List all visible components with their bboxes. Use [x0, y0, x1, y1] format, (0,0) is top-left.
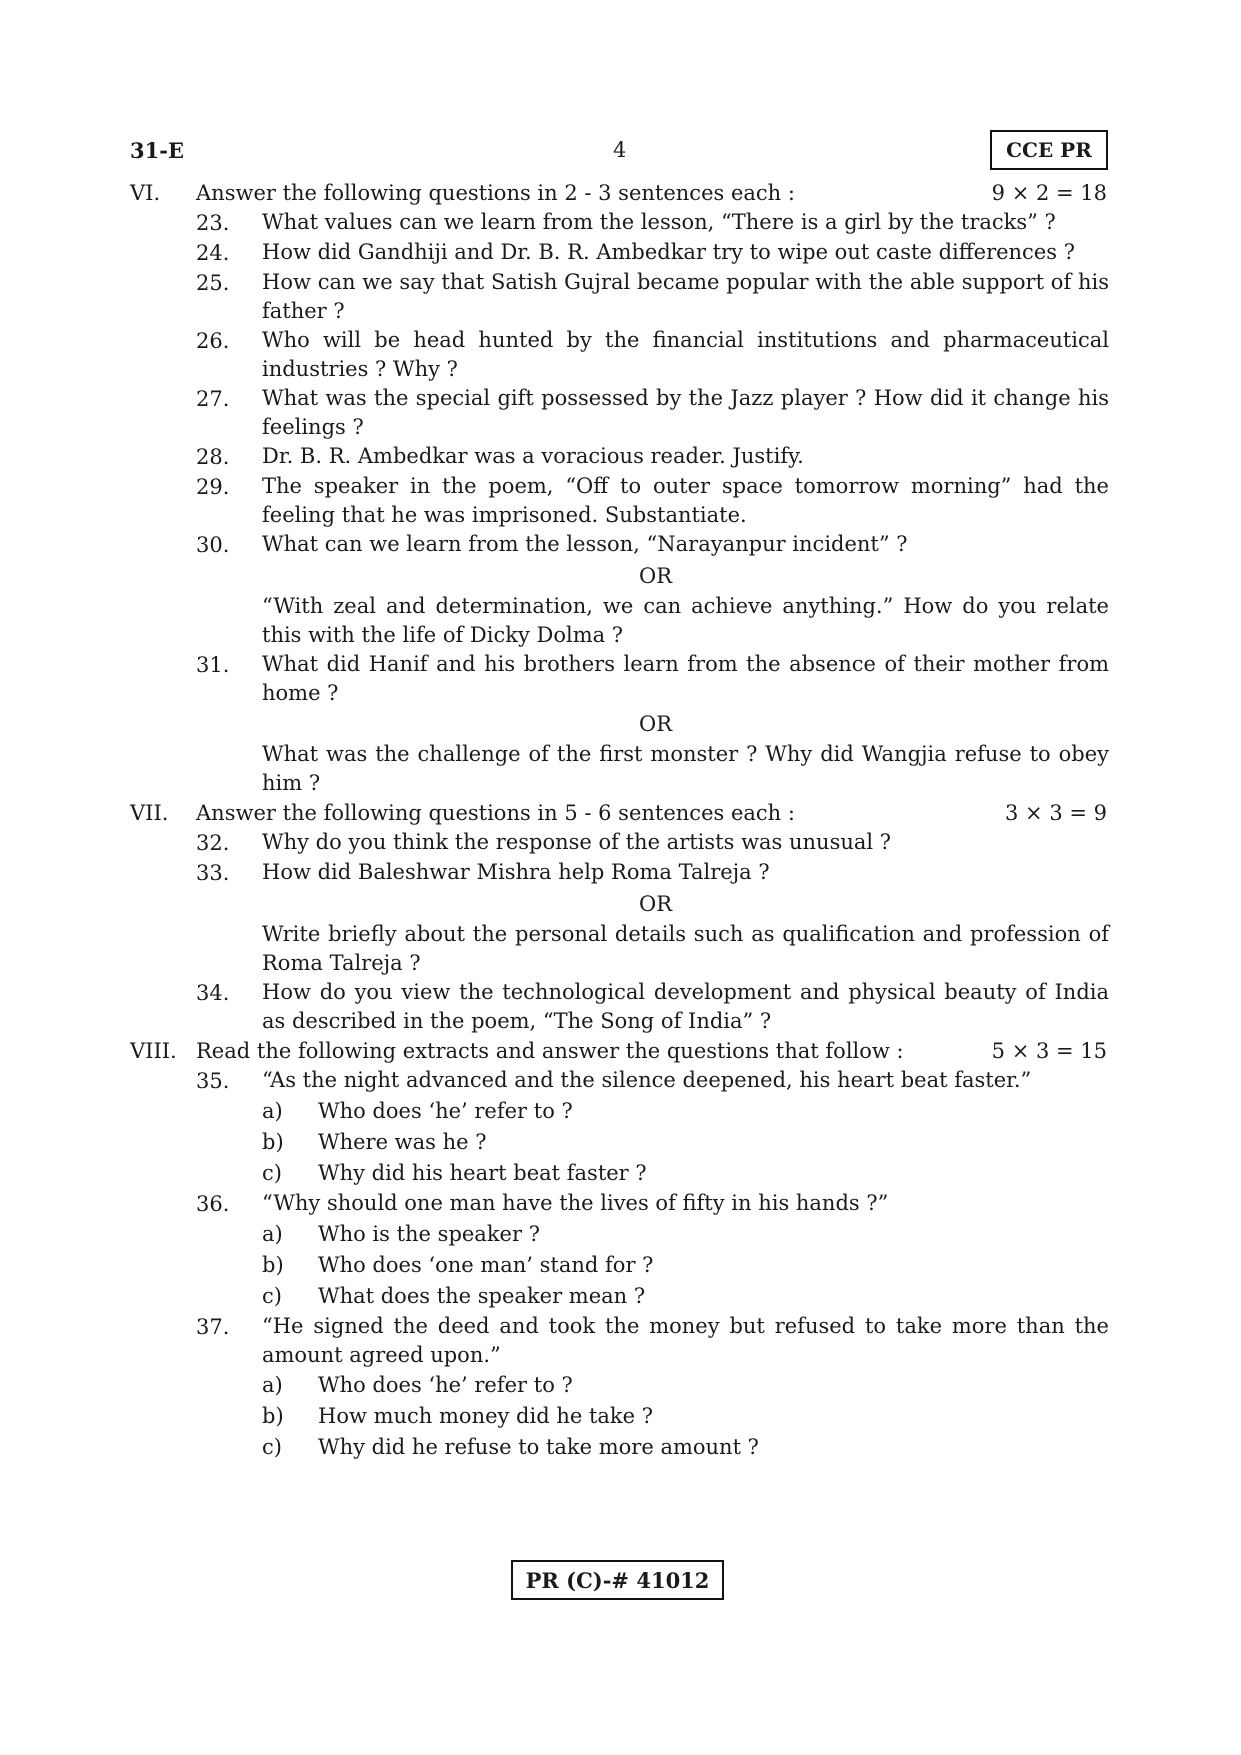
sub-question-text: Where was he ?: [318, 1130, 487, 1154]
sub-question: [0, 1250, 1241, 1281]
question-item: [0, 384, 1241, 442]
or-separator: OR: [638, 712, 673, 736]
question-number: 36.: [196, 1192, 230, 1216]
question-item: [0, 472, 1241, 530]
sub-question-text: Who is the speaker ?: [318, 1222, 540, 1246]
section-instruction: Read the following extracts and answer the questions that follow :: [196, 1039, 904, 1063]
section-header: [0, 1036, 1241, 1066]
question-item: [0, 530, 1241, 560]
question-text: What values can we learn from the lesson, “There is a girl by the tracks” ?: [262, 210, 1056, 234]
sub-question-text: Who does ‘he’ refer to ?: [318, 1099, 573, 1123]
section-instruction: Answer the following questions in 5 - 6 sentences each :: [196, 801, 795, 825]
section-marks: 9 × 2 = 18: [991, 181, 1107, 205]
question-number: 30.: [196, 533, 230, 557]
question-number: 34.: [196, 981, 230, 1005]
question-text: Why do you think the response of the artists was unusual ?: [262, 830, 892, 854]
question-item: [0, 208, 1241, 238]
sub-question-text: Why did his heart beat faster ?: [318, 1161, 647, 1185]
question-text: “Why should one man have the lives of fifty in his hands ?”: [262, 1191, 889, 1215]
question-item: [0, 1312, 1241, 1370]
question-item: [0, 268, 1241, 326]
section-number: VIII.: [130, 1039, 177, 1063]
question-item: [0, 326, 1241, 384]
question-number: 33.: [196, 861, 230, 885]
section-header: [0, 798, 1241, 828]
section-number: VII.: [130, 801, 169, 825]
question-item: [0, 650, 1241, 708]
question-item: [0, 238, 1241, 268]
sub-question: [0, 1219, 1241, 1250]
sub-question-label: c): [262, 1435, 282, 1459]
or-separator: OR: [638, 892, 673, 916]
section-number: VI.: [130, 181, 161, 205]
sub-question: [0, 1158, 1241, 1189]
question-number: 32.: [196, 831, 230, 855]
sub-question-label: a): [262, 1222, 283, 1246]
question-number: 35.: [196, 1069, 230, 1093]
sub-question-text: Who does ‘he’ refer to ?: [318, 1373, 573, 1397]
question-content: [0, 178, 1241, 1463]
question-item: [0, 442, 1241, 472]
sub-question-label: b): [262, 1404, 284, 1428]
question-number: 28.: [196, 445, 230, 469]
sub-question-text: Who does ‘one man’ stand for ?: [318, 1253, 654, 1277]
question-text: How did Gandhiji and Dr. B. R. Ambedkar try to wipe out caste differences ?: [262, 240, 1075, 264]
section-instruction: Answer the following questions in 2 - 3 sentences each :: [196, 181, 795, 205]
footer-code-box: PR (C)-# 41012: [511, 1560, 724, 1600]
section-marks: 5 × 3 = 15: [991, 1039, 1107, 1063]
sub-question: [0, 1370, 1241, 1401]
section-header: [0, 178, 1241, 208]
sub-question-text: How much money did he take ?: [318, 1404, 654, 1428]
sub-question: [0, 1127, 1241, 1158]
cce-pr-box: CCE PR: [990, 130, 1108, 170]
sub-question-label: b): [262, 1130, 284, 1154]
alternative-question: Write briefly about the personal details such as qualification and profession of Roma Talreja ?: [262, 922, 1109, 975]
question-text: “As the night advanced and the silence deepened, his heart beat faster.”: [262, 1068, 1032, 1092]
or-separator: OR: [638, 564, 673, 588]
question-text: What did Hanif and his brothers learn from the absence of their mother from home ?: [262, 652, 1109, 705]
question-number: 25.: [196, 271, 230, 295]
question-item: [0, 1189, 1241, 1219]
sub-question-text: Why did he refuse to take more amount ?: [318, 1435, 759, 1459]
sub-question-label: a): [262, 1373, 283, 1397]
question-number: 24.: [196, 241, 230, 265]
section-marks: 3 × 3 = 9: [1005, 801, 1107, 825]
question-number: 23.: [196, 211, 230, 235]
question-number: 31.: [196, 653, 230, 677]
sub-question-label: b): [262, 1253, 284, 1277]
question-number: 29.: [196, 475, 230, 499]
paper-code: 31-E: [130, 138, 184, 163]
question-text: What was the special gift possessed by the Jazz player ? How did it change his feelings ?: [262, 386, 1109, 439]
question-item: [0, 858, 1241, 888]
sub-question-label: c): [262, 1284, 282, 1308]
question-text: How did Baleshwar Mishra help Roma Talreja ?: [262, 860, 770, 884]
question-text: Who will be head hunted by the financial institutions and pharmaceutical industries ? Why ?: [262, 328, 1109, 381]
question-text: What can we learn from the lesson, “Narayanpur incident” ?: [262, 532, 908, 556]
question-text: The speaker in the poem, “Off to outer space tomorrow morning” had the feeling that he was imprisoned. Substantiate.: [262, 474, 1109, 527]
sub-question: [0, 1281, 1241, 1312]
question-text: Dr. B. R. Ambedkar was a voracious reader. Justify.: [262, 444, 804, 468]
question-text: “He signed the deed and took the money but refused to take more than the amount agreed upon.”: [262, 1314, 1109, 1367]
alternative-question: “With zeal and determination, we can achieve anything.” How do you relate this with the life of Dicky Dolma ?: [262, 594, 1109, 647]
question-item: [0, 1066, 1241, 1096]
question-item: [0, 978, 1241, 1036]
question-text: How do you view the technological development and physical beauty of India as described in the poem, “The Song of India” ?: [262, 980, 1109, 1033]
question-number: 37.: [196, 1315, 230, 1339]
sub-question-text: What does the speaker mean ?: [318, 1284, 646, 1308]
question-text: How can we say that Satish Gujral became popular with the able support of his father ?: [262, 270, 1109, 323]
sub-question: [0, 1096, 1241, 1127]
sub-question: [0, 1432, 1241, 1463]
question-item: [0, 828, 1241, 858]
sub-question: [0, 1401, 1241, 1432]
question-number: 27.: [196, 387, 230, 411]
page-number: 4: [613, 138, 627, 162]
question-number: 26.: [196, 329, 230, 353]
sub-question-label: a): [262, 1099, 283, 1123]
alternative-question: What was the challenge of the first monster ? Why did Wangjia refuse to obey him ?: [262, 742, 1109, 795]
sub-question-label: c): [262, 1161, 282, 1185]
